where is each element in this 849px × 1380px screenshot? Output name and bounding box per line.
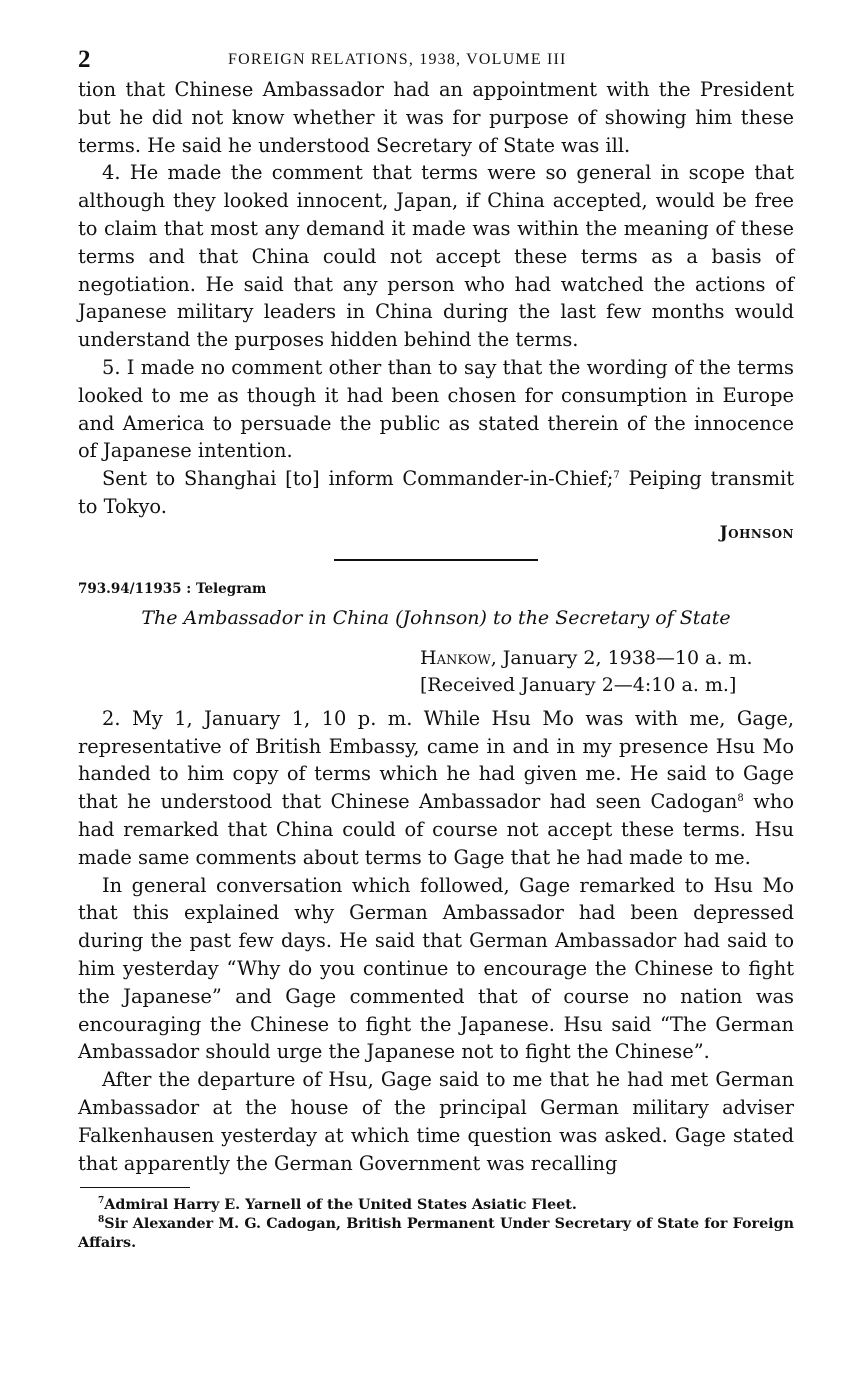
closing-paragraph — [78, 465, 794, 521]
footnote-marker-7: 7 — [98, 1196, 105, 1207]
footnote-rule — [80, 1187, 190, 1188]
dateline-date: , January 2, 1938—10 a. m. — [490, 646, 753, 669]
paragraph-4: 4. He made the comment that terms were so general in scope that although they looked innocent, Japan, if China accepted, would be free to claim that most any demand it made was within the meaning of these terms and that China could not accept these terms as a basis of negotiation. He said that any person who had watched the actions of Japanese military leaders in China during the last few months would understand the purposes hidden behind the terms. — [78, 161, 794, 352]
footnote-marker-8: 8 — [98, 1215, 105, 1226]
document-page — [78, 40, 794, 1253]
second-telegram — [78, 579, 794, 1178]
footnote-ref-8: 8 — [737, 793, 744, 805]
document-heading: The Ambassador in China (Johnson) to the Secretary of State — [141, 606, 731, 629]
paragraph-2-before-note: 2. My 1, January 1, 10 p. m. While Hsu Mo was with me, Gage, representative of British Embassy, came in and in my presence Hsu Mo handed to him copy of terms which he had given me. He said to Gage that he understood that Chinese Ambassador had seen Cadogan — [78, 706, 794, 814]
page-number: 2 — [78, 46, 91, 73]
footnote-text-8: Sir Alexander M. G. Cadogan, British Permanent Under Secretary of State for Foreign Affairs. — [78, 1216, 794, 1252]
footnote-8 — [78, 1215, 794, 1253]
footnote-ref-7: 7 — [613, 470, 620, 482]
signature: Johnson — [719, 522, 794, 543]
footnote-7 — [78, 1196, 794, 1215]
dateline-sent — [420, 645, 792, 672]
paragraph-conversation: In general conversation which followed, Gage remarked to Hsu Mo that this explained why German Ambassador had been depressed during the past few days. He said that German Ambassador had said to him yesterday “Why do you continue to encourage the Chinese to fight the Japanese” and Gage commented that of course no nation was encouraging the Chinese to fight the Japanese. Hsu said “The German Ambassador should urge the Japanese not to fight the Chinese”. — [78, 873, 794, 1064]
dateline-place: Hankow — [420, 646, 491, 669]
paragraph-departure: After the departure of Hsu, Gage said to me that he had met German Ambassador at the house of the principal German military adviser Falkenhausen yesterday at which time question was asked. Gage stated that apparently the German Government was recalling — [78, 1068, 794, 1175]
running-head — [78, 40, 794, 76]
dateline — [78, 645, 792, 699]
closing-text-before-note: Sent to Shanghai [to] inform Commander-in-Chief; — [102, 467, 614, 491]
footnote-text-7: Admiral Harry E. Yarnell of the United States Asiatic Fleet. — [104, 1197, 577, 1214]
paragraph-continued: tion that Chinese Ambassador had an appointment with the President but he did not know whether it was for purpose of showing him these terms. He said he understood Secretary of State was ill. — [78, 78, 794, 157]
paragraph-2 — [78, 705, 794, 872]
section-divider — [334, 559, 538, 561]
dateline-received: [Received January 2—4:10 a. m.] — [420, 673, 737, 696]
file-reference: 793.94/11935 : Telegram — [78, 580, 267, 597]
paragraph-5: 5. I made no comment other than to say that the wording of the terms looked to me as though it had been chosen for consumption in Europe and America to persuade the public as stated therein of the innocence of Japanese intention. — [78, 355, 794, 463]
closing-text-after-note: Peiping transmit to Tokyo. — [78, 467, 794, 518]
first-telegram — [78, 76, 794, 545]
paragraph-2-after-note: who had remarked that China could of course not accept these terms. Hsu made same comments about terms to Gage that he had made to me. — [78, 790, 794, 869]
footnotes — [78, 1196, 794, 1253]
running-title: FOREIGN RELATIONS, 1938, VOLUME III — [228, 51, 567, 68]
